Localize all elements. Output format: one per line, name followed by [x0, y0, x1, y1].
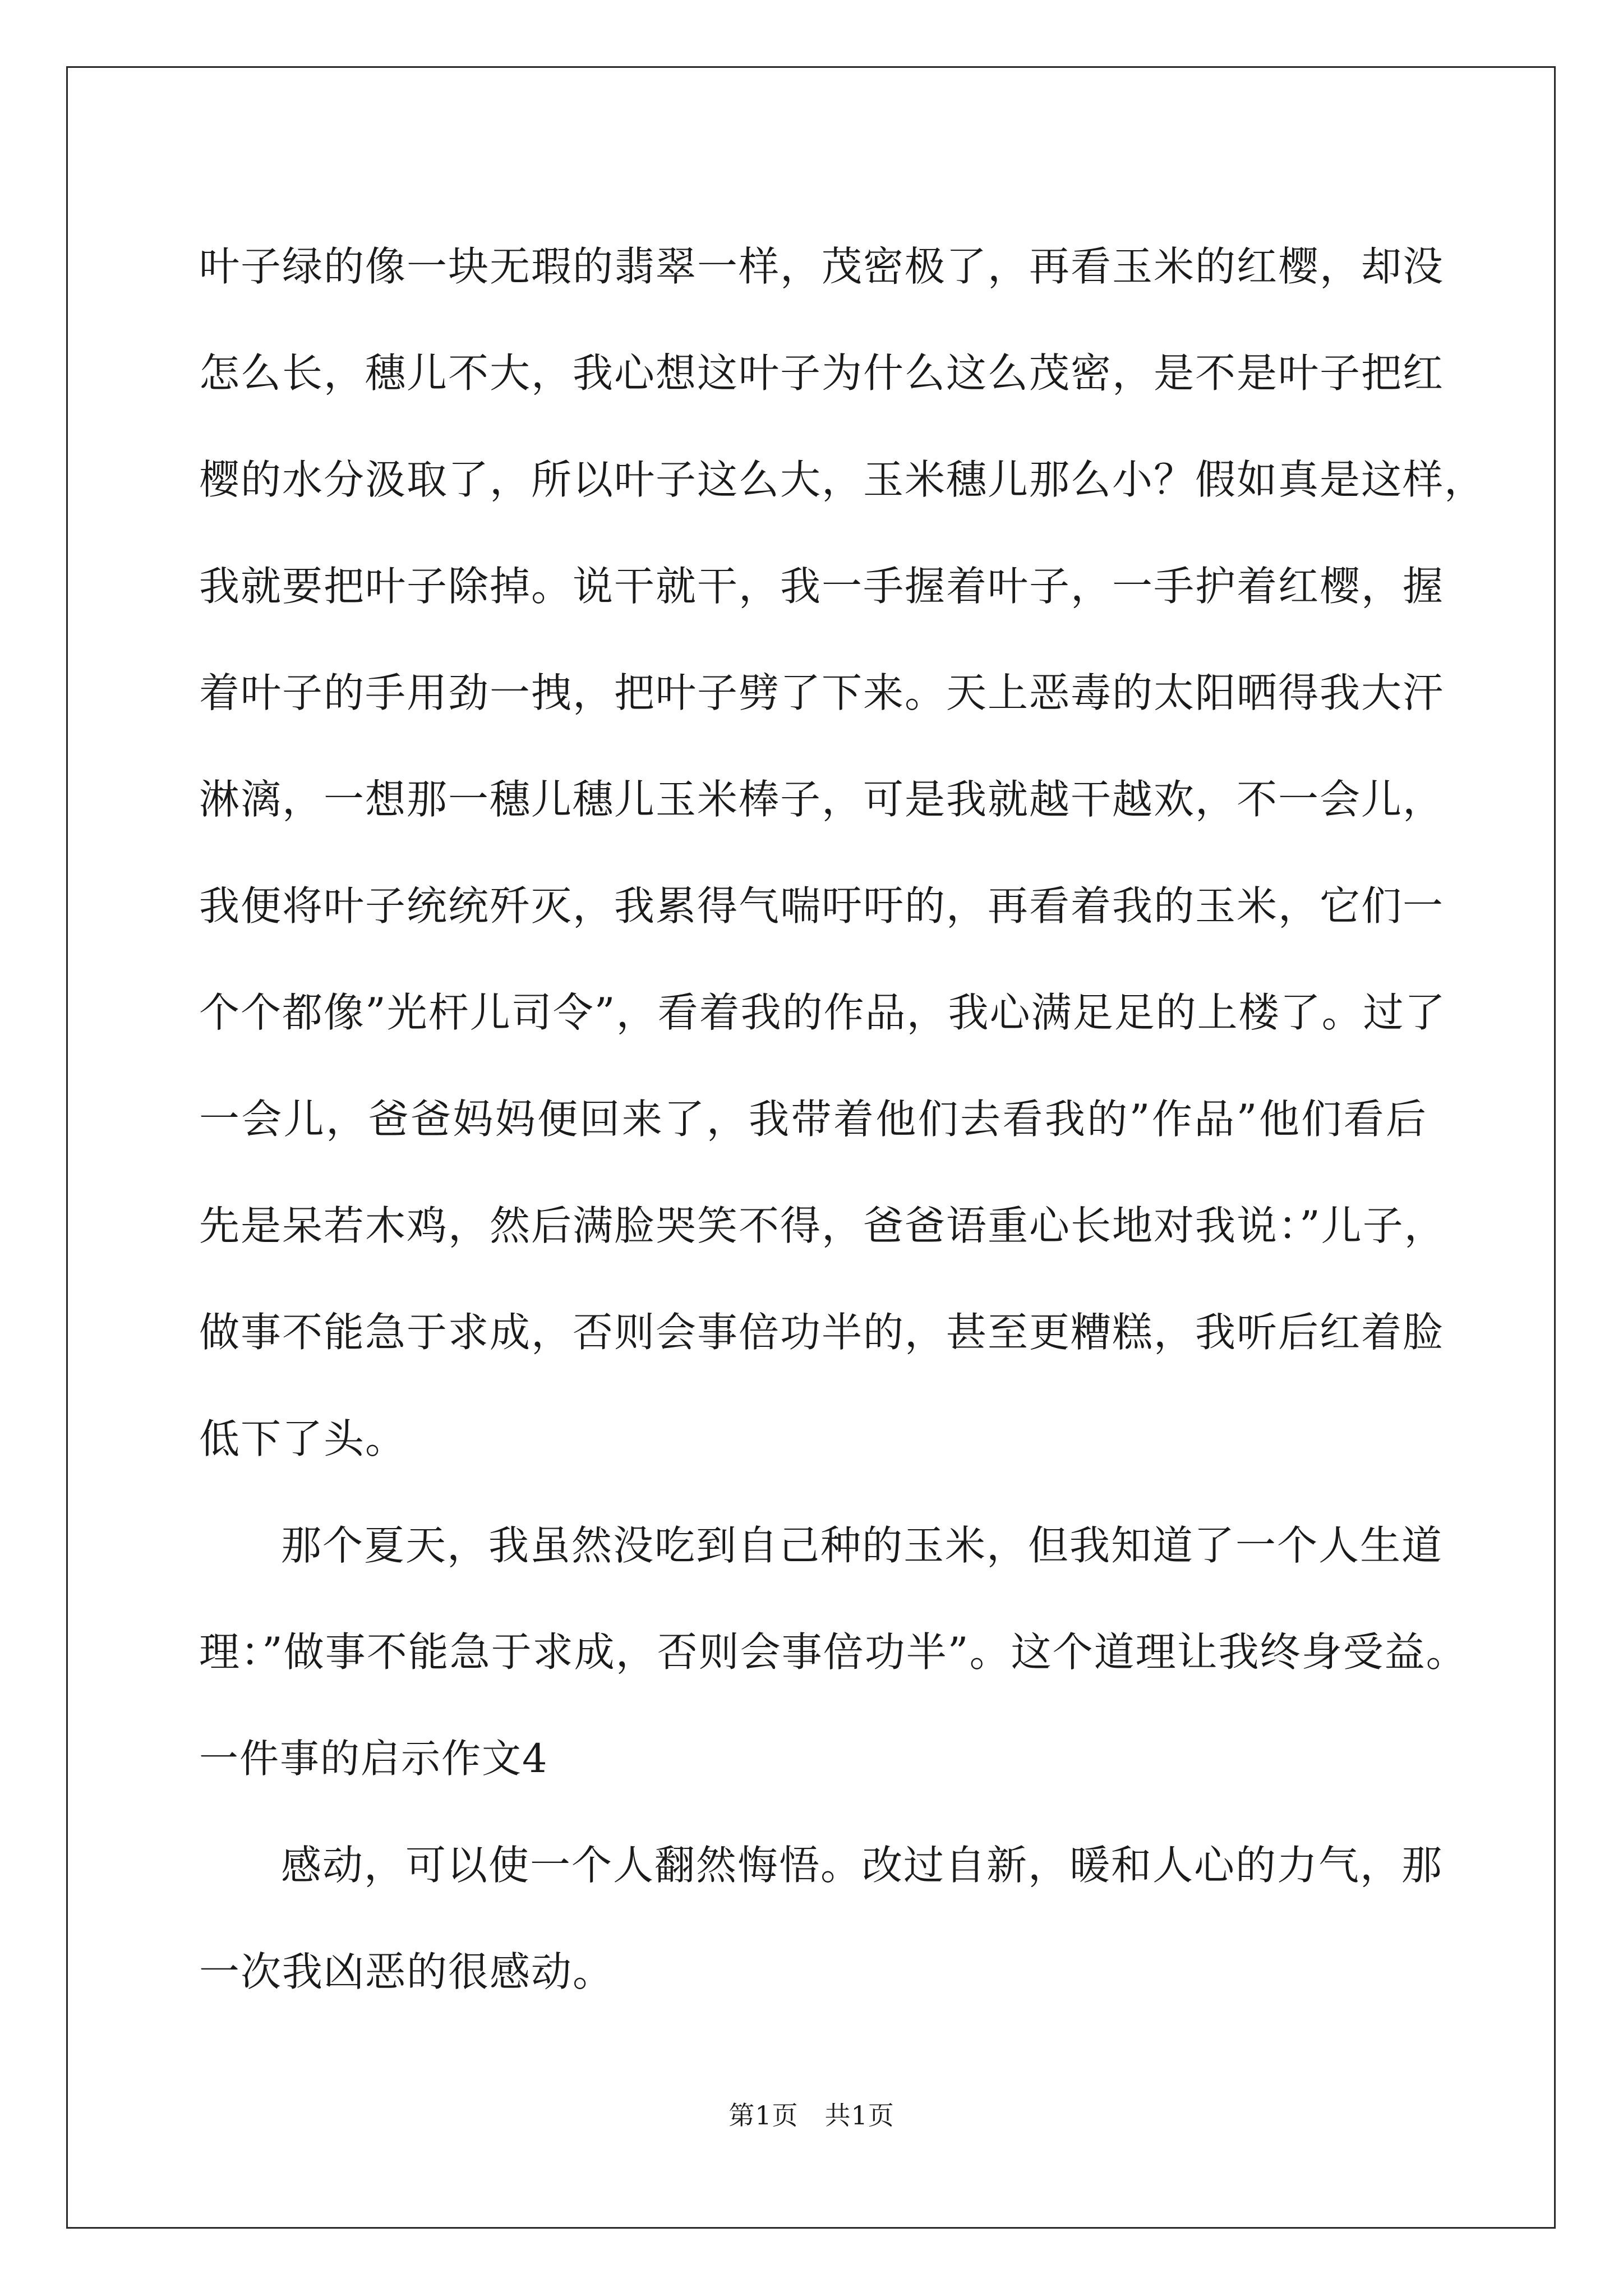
paragraph-line: 一次我凶恶的很感动。	[199, 1948, 615, 1995]
section-heading: 一件事的启示作文4	[199, 1736, 548, 1782]
document-body	[199, 213, 1486, 2025]
paragraph-line: 樱的水分汲取了，所以叶子这么大，玉米穗儿那么小？假如真是这样，	[199, 456, 1486, 503]
page-number-footer: 第1页 共1页	[728, 2100, 895, 2131]
paragraph-line: 我就要把叶子除掉。说干就干，我一手握着叶子，一手护着红樱，握	[199, 563, 1445, 610]
paragraph-line: 怎么长，穗儿不大，我心想这叶子为什么这么茂密，是不是叶子把红	[199, 349, 1445, 397]
paragraph-line: 低下了头。	[199, 1415, 407, 1462]
paragraph-line: 一会儿，爸爸妈妈便回来了，我带着他们去看我的”作品”他们看后	[199, 1096, 1427, 1143]
paragraph-line: 我便将叶子统统歼灭，我累得气喘吁吁的，再看着我的玉米，它们一	[199, 882, 1445, 930]
paragraph-line: 那个夏天，我虽然没吃到自己种的玉米，但我知道了一个人生道	[281, 1522, 1444, 1569]
paragraph-line: 着叶子的手用劲一拽，把叶子劈了下来。天上恶毒的太阳晒得我大汗	[199, 669, 1445, 716]
paragraph-line: 理：”做事不能急于求成，否则会事倍功半”。这个道理让我终身受益。	[199, 1628, 1468, 1676]
paragraph-line: 叶子绿的像一块无瑕的翡翠一样，茂密极了，再看玉米的红樱，却没	[199, 243, 1445, 290]
paragraph-line: 做事不能急于求成，否则会事倍功半的，甚至更糟糕，我听后红着脸	[199, 1309, 1445, 1356]
paragraph-line: 淋漓，一想那一穗儿穗儿玉米棒子，可是我就越干越欢，不一会儿，	[199, 776, 1445, 823]
paragraph-line: 先是呆若木鸡，然后满脸哭笑不得，爸爸语重心长地对我说：”儿子，	[199, 1202, 1446, 1249]
paragraph-line: 感动，可以使一个人翻然悔悟。改过自新，暖和人心的力气，那	[281, 1842, 1444, 1889]
paragraph-line: 个个都像”光杆儿司令”，看着我的作品，我心满足足的上楼了。过了	[199, 989, 1446, 1036]
